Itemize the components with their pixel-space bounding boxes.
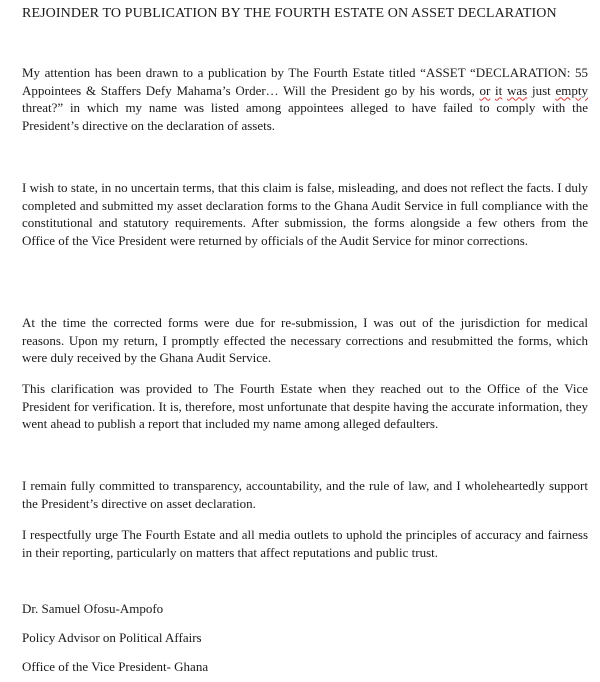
signature-name: Dr. Samuel Ofosu-Ampofo	[22, 601, 164, 616]
paragraph-4: This clarification was provided to The Fourth Estate when they reached out to the Office of the Vice President for verification. It is, therefore, most unfortunate that despite having the accurate information, they went ahead to publish a report that included my name among alleged defaulters.	[22, 381, 588, 431]
spell-flag-it: it	[495, 82, 503, 98]
paragraph-6: I respectfully urge The Fourth Estate and all media outlets to uphold the principles of accuracy and fairness in their reporting, particularly on matters that affect reputations and public trust.	[22, 527, 588, 560]
paragraph-1-text-c: threat?” in which my name was listed among appointees alleged to have failed to comply with the President’s directive on the declaration of assets.	[22, 100, 588, 133]
document-title: REJOINDER TO PUBLICATION BY THE FOURTH ESTATE ON ASSET DECLARATION	[22, 6, 557, 21]
signature-office: Office of the Vice President- Ghana	[22, 659, 209, 674]
paragraph-1	[22, 64, 588, 134]
spell-flag-empty: empty	[555, 82, 589, 98]
paragraph-1-text-a: My attention has been drawn to a publication by The Fourth Estate titled “ASSET “DECLARATION: 55 Appointees & Staffers Defy Mahama’s Order… Will the President go by his words,	[22, 65, 588, 98]
spell-flag-or: or	[479, 82, 491, 98]
signature-position: Policy Advisor on Political Affairs	[22, 630, 202, 645]
paragraph-5: I remain fully committed to transparency, accountability, and the rule of law, and I wholeheartedly support the President’s directive on asset declaration.	[22, 478, 588, 511]
paragraph-1-text-b: just	[527, 82, 556, 98]
spell-flag-was: was	[507, 82, 528, 98]
paragraph-2: I wish to state, in no uncertain terms, that this claim is false, misleading, and does not reflect the facts. I duly completed and submitted my asset declaration forms to the Ghana Audit Service in full compliance with the constitutional and statutory requirements. After submission, the forms alongside a few others from the Office of the Vice President were returned by officials of the Audit Service for minor corrections.	[22, 180, 588, 248]
paragraph-3: At the time the corrected forms were due for re-submission, I was out of the jurisdiction for medical reasons. Upon my return, I promptly effected the necessary corrections and resubmitted the forms, which were duly received by the Ghana Audit Service.	[22, 315, 588, 365]
